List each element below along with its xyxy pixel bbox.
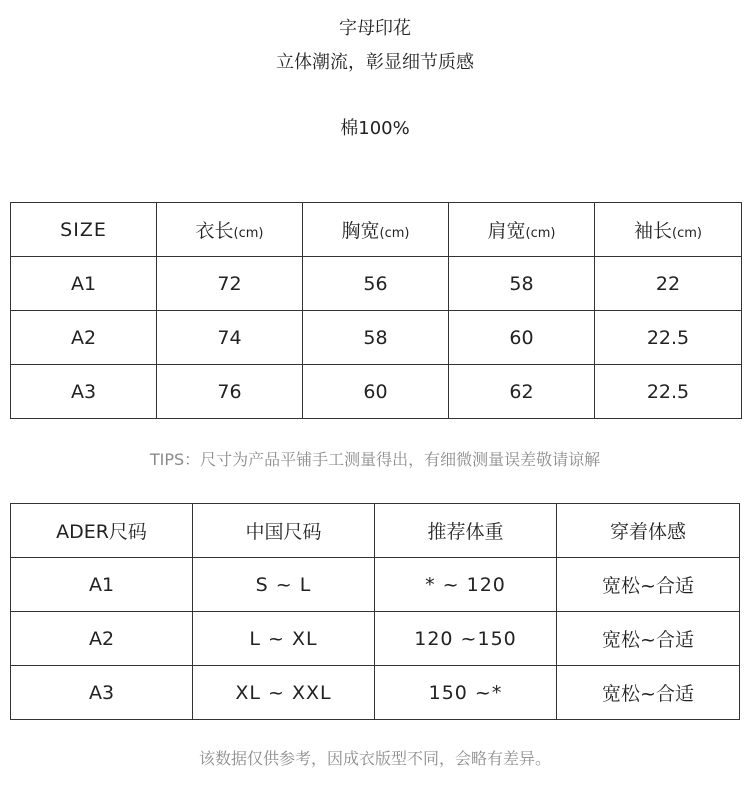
table-cell: A1 — [11, 257, 157, 311]
size-table — [10, 202, 742, 419]
table-cell: A2 — [11, 612, 193, 666]
table-cell: 58 — [449, 257, 595, 311]
table-cell: 22.5 — [595, 311, 742, 365]
fit-table-header-row — [11, 504, 740, 558]
table-cell: 56 — [303, 257, 449, 311]
chest-header-cell: 胸宽(cm) — [303, 203, 449, 257]
length-header-cell: 衣长(cm) — [157, 203, 303, 257]
table-cell: A3 — [11, 365, 157, 419]
table-cell: 76 — [157, 365, 303, 419]
feature-title: 字母印花 — [339, 18, 411, 39]
table-cell: 宽松~合适 — [557, 558, 740, 612]
table-cell: 60 — [303, 365, 449, 419]
table-cell: A2 — [11, 311, 157, 365]
table-row — [11, 311, 742, 365]
table-cell: 22.5 — [595, 365, 742, 419]
china-size-header-cell: 中国尺码 — [193, 504, 375, 558]
material-text: 棉100% — [340, 118, 410, 139]
table-row — [11, 257, 742, 311]
table-cell: L ~ XL — [193, 612, 375, 666]
size-table-header-row — [11, 203, 742, 257]
footer-note: 该数据仅供参考，因成衣版型不同，会略有差异。 — [198, 749, 551, 768]
ader-size-header-cell: ADER尺码 — [11, 504, 193, 558]
table-cell: 74 — [157, 311, 303, 365]
table-row — [11, 558, 740, 612]
table-cell: 120 ~150 — [375, 612, 557, 666]
feature-subtitle: 立体潮流，彰显细节质感 — [276, 52, 474, 73]
fit-feel-header-cell: 穿着体感 — [557, 504, 740, 558]
table-cell: A1 — [11, 558, 193, 612]
tips-text: TIPS：尺寸为产品平铺手工测量得出，有细微测量误差敬请谅解 — [149, 450, 601, 469]
table-cell: S ~ L — [193, 558, 375, 612]
table-cell: 60 — [449, 311, 595, 365]
table-cell: 150 ~* — [375, 666, 557, 720]
table-row — [11, 365, 742, 419]
size-header-cell: SIZE — [11, 203, 157, 257]
table-cell: 宽松~合适 — [557, 612, 740, 666]
weight-header-cell: 推荐体重 — [375, 504, 557, 558]
shoulder-header-cell: 肩宽(cm) — [449, 203, 595, 257]
table-cell: * ~ 120 — [375, 558, 557, 612]
table-row — [11, 612, 740, 666]
table-cell: A3 — [11, 666, 193, 720]
table-cell: 22 — [595, 257, 742, 311]
fit-table — [10, 503, 740, 720]
table-cell: 58 — [303, 311, 449, 365]
table-cell: XL ~ XXL — [193, 666, 375, 720]
table-cell: 72 — [157, 257, 303, 311]
table-row — [11, 666, 740, 720]
table-cell: 宽松~合适 — [557, 666, 740, 720]
sleeve-header-cell: 袖长(cm) — [595, 203, 742, 257]
table-cell: 62 — [449, 365, 595, 419]
